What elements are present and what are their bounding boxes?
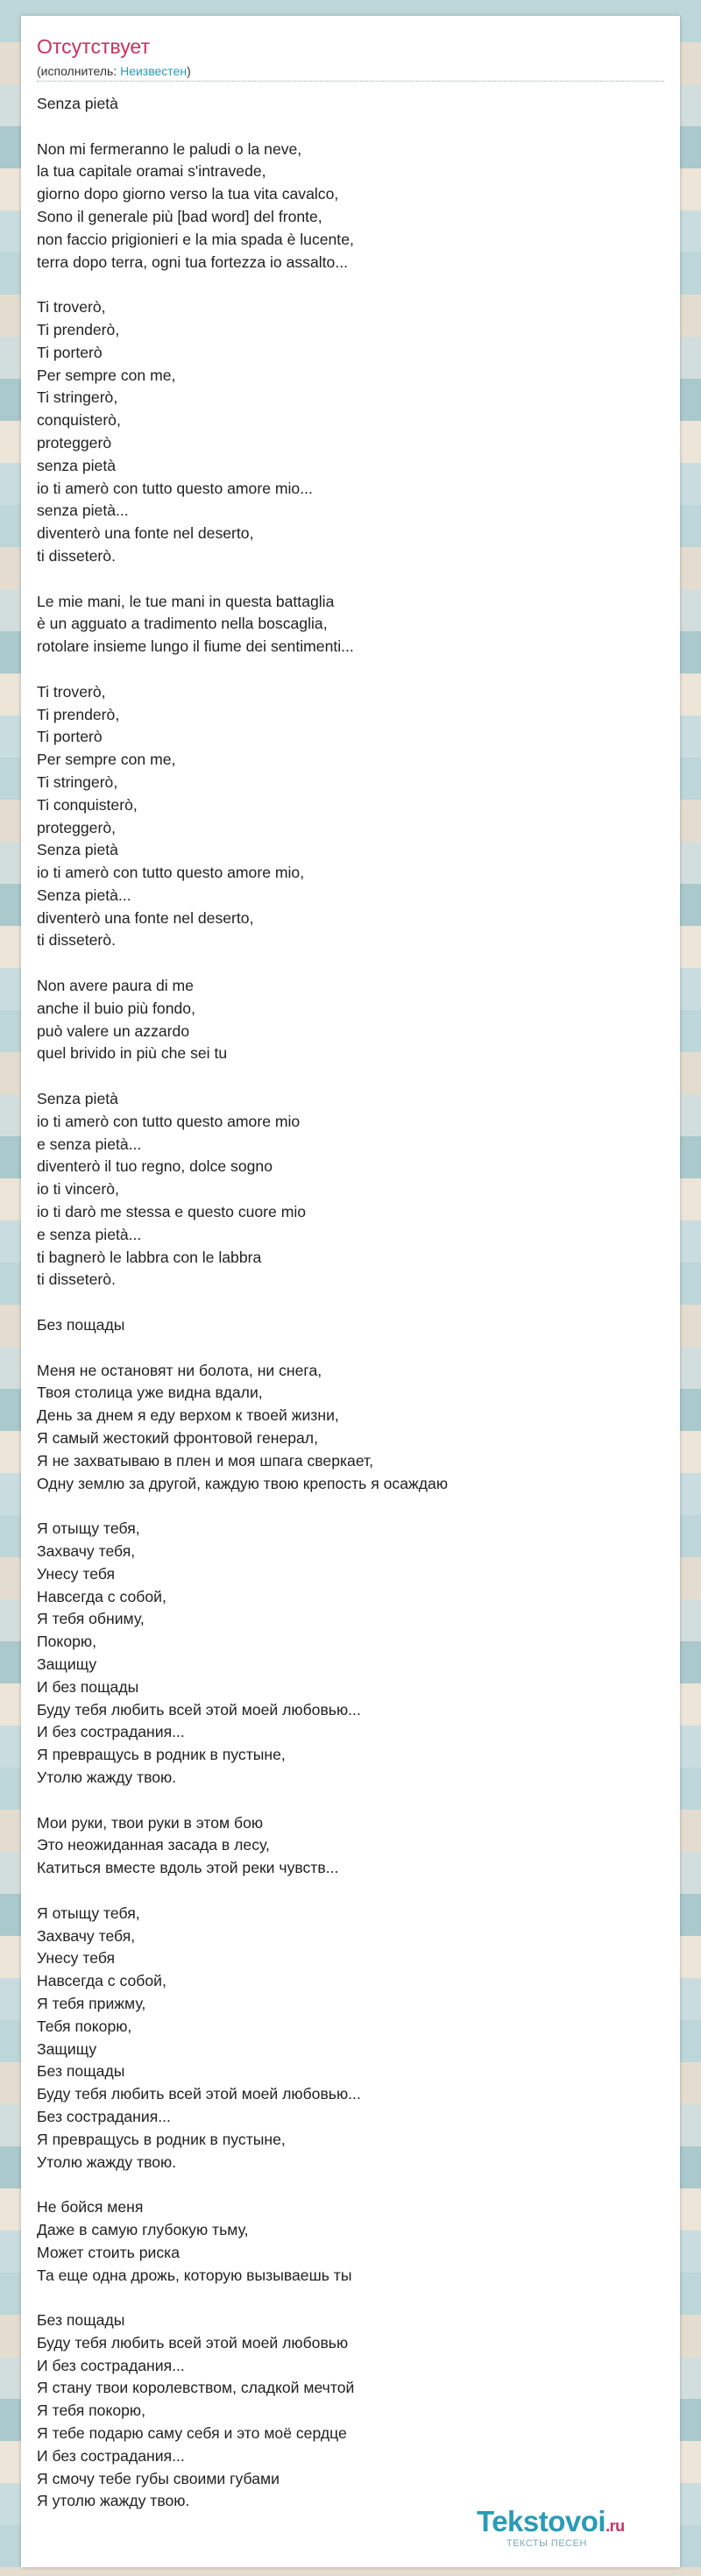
- lyrics-card: [21, 16, 680, 2567]
- lyrics-text: Senza pietà Non mi fermeranno le paludi o la neve, la tua capitale oramai s'intravede, giorno dopo giorno verso la tua vita cavalco, Sono il generale più [bad word] del fronte, non faccio prigionieri e la mia spada è lucente, terra dopo terra, ogni tua fortezza io assalto... Ti troverò, Ti prenderò, Ti porterò Per sempre con me, Ti stringerò, conquisterò, proteggerò senza pietà io ti amerò con tutto questo amore mio... senza pietà... diventerò una fonte nel deserto, ti disseterò. Le mie mani, le tue mani in questa battaglia è un agguato a tradimento nella boscaglia, rotolare insieme lungo il fiume dei sentimenti... Ti troverò, Ti prenderò, Ti porterò Per sempre con me, Ti stringerò, Ti conquisterò, proteggerò, Senza pietà io ti amerò con tutto questo amore mio, Senza pietà... diventerò una fonte nel deserto, ti disseterò. Non avere paura di me anche il buio più fondo, può valere un azzardo quel brivido in più che sei tu Senza pietà io ti amerò con tutto questo amore mio e senza pietà... diventerò il tuo regno, dolce sogno io ti vincerò, io ti darò me stessa e questo cuore mio e senza pietà... ti bagnerò le labbra con le labbra ti disseterò. Без пощады Меня не остановят ни болота, ни снега, Твоя столица уже видна вдали, День за днем я еду верхом к твоей жизни, Я самый жестокий фронтовой генерал, Я не захватываю в плен и моя шпага сверкает, Одну землю за другой, каждую твою крепость я осаждаю Я отыщу тебя, Захвачу тебя, Унесу тебя Навсегда с собой, Я тебя обниму, Покорю, Защищу И без пощады Буду тебя любить всей этой моей любовью... И без сострадания... Я превращусь в родник в пустыне, Утолю жажду твою. Мои руки, твои руки в этом бою Это неожиданная засада в лесу, Катиться вместе вдоль этой реки чувств... Я отыщу тебя, Захвачу тебя, Унесу тебя Навсегда с собой, Я тебя прижму, Тебя покорю, Защищу Без пощады Буду тебя любить всей этой моей любовью... Без сострадания... Я превращусь в родник в пустыне, Утолю жажду твою. Не бойся меня Даже в самую глубокую тьму, Может стоить риска Та еще одна дрожь, которую вызываешь ты Без пощады Буду тебя любить всей этой моей любовью И без сострадания... Я стану твои королевством, сладкой мечтой Я тебя покорю, Я тебе подарю саму себя и это моё сердце И без сострадания... Я смочу тебе губы своими губами Я утолю жажду твою.: [37, 95, 449, 2510]
- title-divider: [37, 81, 664, 82]
- artist-suffix: ): [187, 64, 191, 78]
- logo-tagline: ТЕКСТЫ ПЕСЕН: [506, 2538, 587, 2549]
- artist-prefix: (исполнитель:: [37, 64, 121, 78]
- site-logo[interactable]: [477, 2507, 625, 2536]
- artist-line: [37, 64, 191, 78]
- song-title: Отсутствует: [37, 35, 150, 58]
- artist-link[interactable]: Неизвестен: [120, 64, 188, 78]
- logo-name: Tekstovoi: [477, 2505, 606, 2537]
- logo-domain: .ru: [605, 2517, 625, 2535]
